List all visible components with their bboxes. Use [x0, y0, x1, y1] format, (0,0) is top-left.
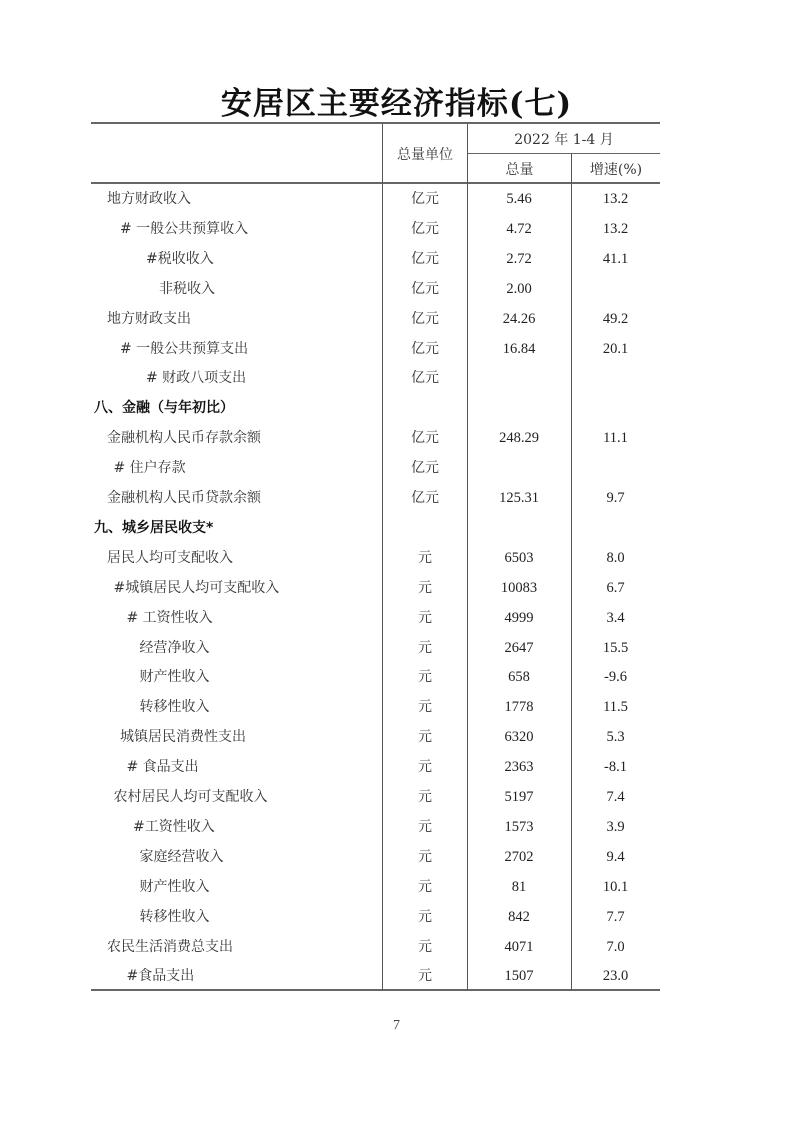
- row-growth: 23.0: [602, 968, 629, 985]
- row-total: 4.72: [506, 220, 532, 237]
- row-total: 2.00: [506, 280, 532, 297]
- table-row: [91, 902, 660, 932]
- row-unit: 元: [418, 789, 432, 805]
- row-total: 4071: [504, 938, 534, 955]
- row-unit: 亿元: [411, 460, 439, 477]
- row-growth: -8.1: [604, 759, 627, 776]
- row-growth: 11.5: [603, 699, 628, 716]
- row-growth: 8.0: [606, 549, 625, 566]
- row-unit: 元: [418, 848, 432, 865]
- row-total: 2363: [504, 759, 534, 776]
- row-total: 10083: [500, 579, 538, 596]
- table-row: [91, 214, 660, 244]
- table-row: [91, 722, 660, 752]
- row-growth: 20.1: [602, 340, 629, 357]
- row-total: 4999: [504, 609, 534, 626]
- row-label: 地方财政支出: [107, 310, 191, 327]
- table-row: [91, 453, 660, 483]
- row-unit: 亿元: [411, 280, 439, 297]
- row-label: 财产性收入: [139, 669, 210, 686]
- row-total: 248.29: [499, 430, 539, 447]
- row-growth: 15.5: [602, 639, 629, 656]
- table-row: [91, 961, 660, 991]
- row-total: 24.26: [502, 310, 536, 327]
- row-growth: 41.1: [602, 250, 629, 267]
- row-total: 6320: [504, 729, 534, 746]
- table-row: [91, 363, 660, 393]
- row-unit: 元: [418, 609, 432, 626]
- row-unit: 元: [418, 878, 432, 895]
- table-row: [91, 244, 660, 274]
- row-label: 地方财政收入: [107, 191, 191, 207]
- row-total: 6503: [504, 549, 534, 566]
- row-growth: 9.4: [606, 848, 625, 865]
- row-label: 金融机构人民币贷款余额: [107, 490, 261, 506]
- row-label: # 食品支出: [126, 759, 199, 776]
- row-total: 5.46: [506, 191, 532, 207]
- row-label: 城镇居民消费性支出: [120, 729, 246, 746]
- row-label: 非税收入: [159, 280, 215, 297]
- row-label: 家庭经营收入: [139, 848, 224, 865]
- row-unit: 亿元: [411, 490, 439, 506]
- table-row: [91, 184, 660, 214]
- row-growth: 3.9: [606, 818, 625, 835]
- row-growth: -9.6: [604, 669, 627, 686]
- table-row: [91, 543, 660, 573]
- row-label: 农村居民人均可支配收入: [113, 789, 268, 805]
- table-row: [91, 752, 660, 782]
- table-row: [91, 573, 660, 603]
- row-unit: 元: [418, 669, 432, 686]
- row-label: 财产性收入: [139, 878, 210, 895]
- row-total: 1573: [504, 818, 534, 835]
- row-label: # 财政八项支出: [146, 370, 247, 387]
- row-total: 5197: [504, 789, 534, 805]
- row-label: # 一般公共预算收入: [120, 220, 249, 237]
- row-growth: 6.7: [606, 579, 625, 596]
- row-unit: 亿元: [411, 310, 439, 327]
- row-growth: 13.2: [602, 220, 629, 237]
- row-growth: 13.2: [602, 191, 629, 207]
- row-label: #城镇居民人均可支配收入: [113, 579, 280, 596]
- table-row: [91, 692, 660, 722]
- row-unit: 亿元: [411, 250, 439, 267]
- table-row: [91, 393, 660, 423]
- row-total: 842: [508, 908, 530, 925]
- row-label: 九、城乡居民收支*: [94, 519, 214, 536]
- table-row: [91, 812, 660, 842]
- header-growth: 增速(%): [589, 162, 643, 178]
- table-row: [91, 603, 660, 633]
- row-unit: 元: [418, 699, 432, 716]
- row-unit: 元: [418, 549, 432, 566]
- row-total: 2647: [504, 639, 534, 656]
- row-label: 居民人均可支配收入: [107, 549, 233, 566]
- row-unit: 元: [418, 579, 432, 596]
- row-label: #工资性收入: [133, 818, 215, 835]
- table-row: [91, 782, 660, 812]
- table-row: [91, 842, 660, 872]
- table-row: [91, 483, 660, 513]
- row-label: # 工资性收入: [126, 609, 213, 626]
- table-row: [91, 274, 660, 304]
- table-row: [91, 872, 660, 902]
- row-growth: 9.7: [606, 490, 625, 506]
- row-unit: 亿元: [411, 370, 439, 387]
- row-total: 1778: [504, 699, 534, 716]
- row-total: 2.72: [506, 250, 532, 267]
- row-growth: 7.4: [606, 789, 625, 805]
- row-label: 转移性收入: [139, 699, 210, 716]
- row-unit: 元: [418, 639, 432, 656]
- table-row: [91, 662, 660, 692]
- row-unit: 亿元: [411, 340, 439, 357]
- row-unit: 元: [418, 818, 432, 835]
- row-unit: 亿元: [411, 220, 439, 237]
- row-growth: 7.0: [606, 938, 625, 955]
- page-number: 7: [393, 1018, 400, 1033]
- row-growth: 11.1: [603, 430, 628, 447]
- row-unit: 元: [418, 729, 432, 746]
- row-growth: 5.3: [606, 729, 625, 746]
- table-row: [91, 423, 660, 453]
- row-growth: 10.1: [602, 878, 629, 895]
- header-mid-rule: [467, 153, 660, 154]
- row-total: 16.84: [502, 340, 536, 357]
- table-row: [91, 932, 660, 962]
- row-label: # 住户存款: [113, 460, 186, 477]
- row-label: 转移性收入: [139, 908, 210, 925]
- row-label: 农民生活消费总支出: [107, 938, 233, 955]
- row-unit: 亿元: [411, 430, 439, 447]
- row-unit: 亿元: [411, 191, 439, 207]
- row-label: #食品支出: [126, 968, 195, 985]
- row-unit: 元: [418, 968, 432, 985]
- row-label: 金融机构人民币存款余额: [107, 430, 261, 447]
- table-top-rule: [91, 122, 660, 124]
- header-unit: 总量单位: [397, 147, 453, 163]
- row-unit: 元: [418, 759, 432, 776]
- table-row: [91, 633, 660, 663]
- row-growth: 49.2: [602, 310, 629, 327]
- header-total: 总量: [505, 162, 534, 178]
- row-total: 81: [511, 878, 527, 895]
- table-row: [91, 513, 660, 543]
- row-label: 八、金融（与年初比）: [94, 400, 234, 417]
- row-total: 125.31: [499, 490, 539, 506]
- row-growth: 7.7: [606, 908, 625, 925]
- row-label: # 一般公共预算支出: [120, 340, 249, 357]
- row-unit: 元: [418, 908, 432, 925]
- row-label: 经营净收入: [139, 639, 210, 656]
- row-growth: 3.4: [606, 609, 625, 626]
- table-row: [91, 304, 660, 334]
- row-total: 1507: [504, 968, 534, 985]
- row-label: #税收收入: [146, 250, 214, 267]
- header-period: 2022 年 1-4 月: [514, 132, 614, 148]
- row-total: 658: [508, 669, 530, 686]
- row-total: 2702: [504, 848, 534, 865]
- page-title: 安居区主要经济指标(七): [220, 86, 573, 122]
- row-unit: 元: [418, 938, 432, 955]
- table-row: [91, 334, 660, 364]
